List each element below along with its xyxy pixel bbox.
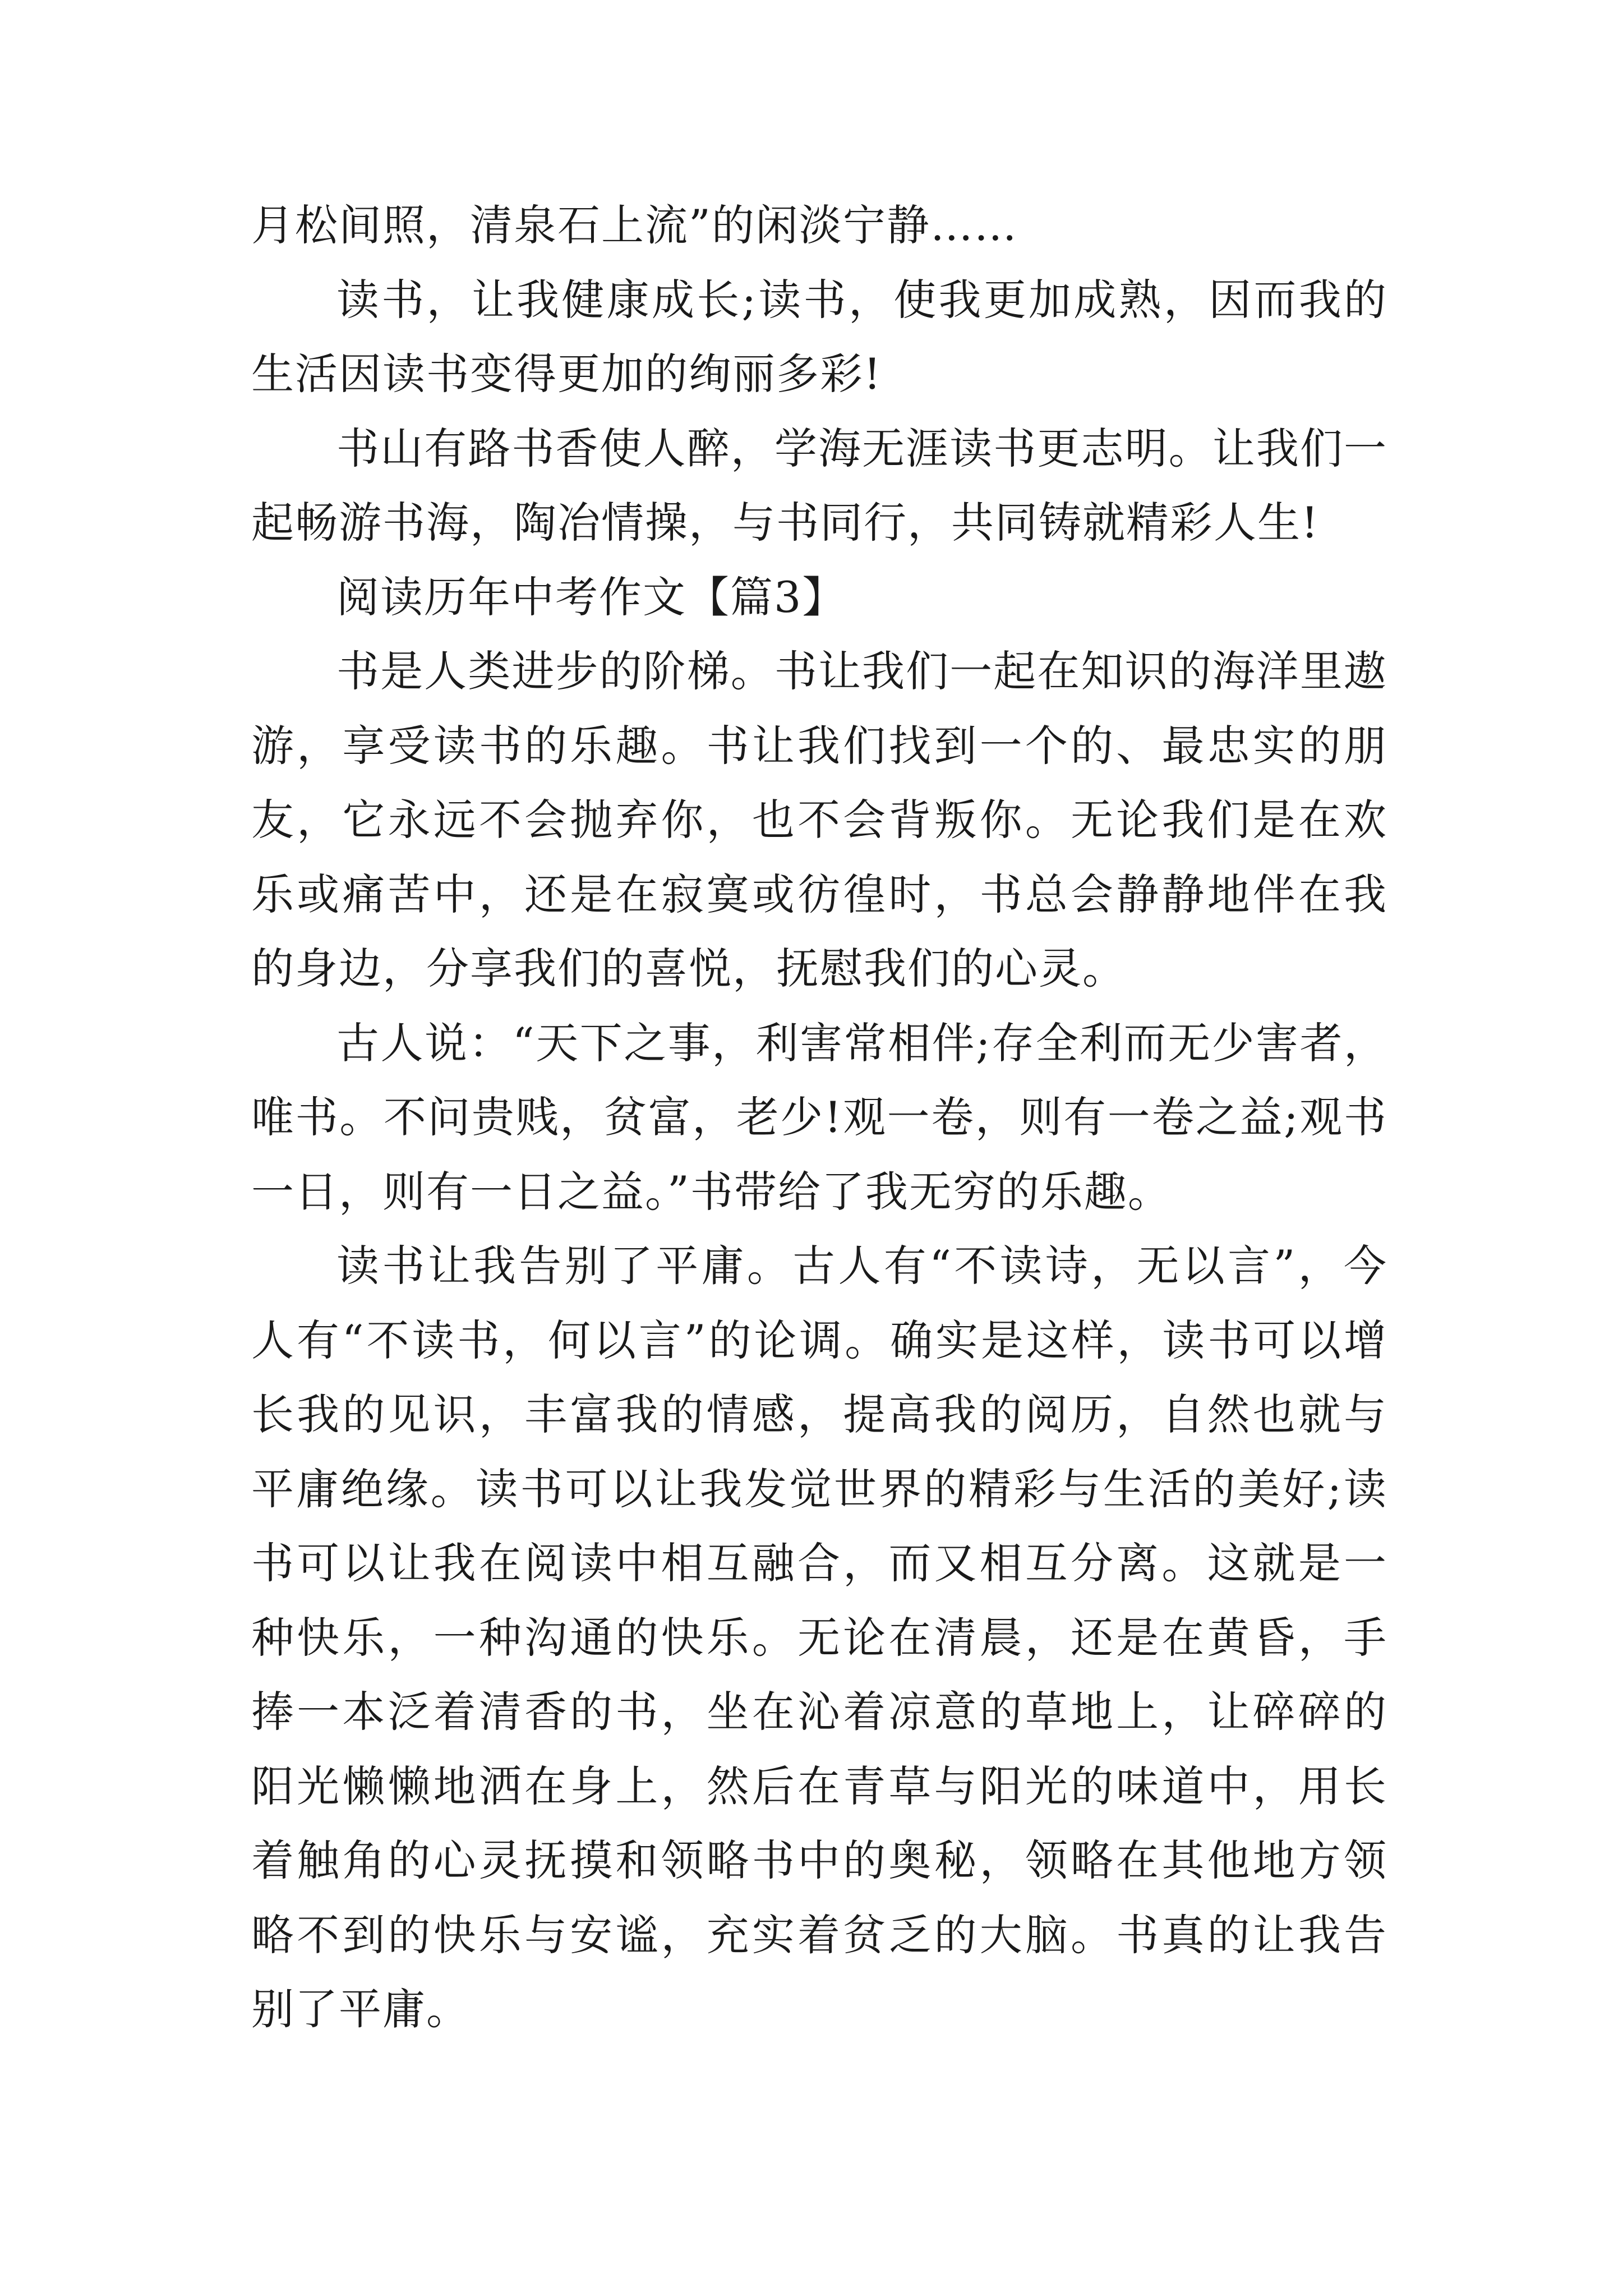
section-heading: 阅读历年中考作文【篇3】 xyxy=(336,572,846,622)
paragraph: 书山有路书香使人醉，学海无涯读书更志明。让我们一起畅游书海，陶冶情操，与书同行，共同铸就精彩人生! xyxy=(251,423,1387,547)
paragraph-continuation: 月松间照，清泉石上流”的闲淡宁静…… xyxy=(251,200,1018,250)
document-body xyxy=(251,188,1387,2047)
paragraph: 古人说：“天下之事，利害常相伴;存全利而无少害者，唯书。不问贵贱，贫富，老少!观一卷，则有一卷之益;观书一日，则有一日之益。”书带给了我无穷的乐趣。 xyxy=(251,1018,1387,1217)
paragraph: 读书，让我健康成长;读书，使我更加成熟，因而我的生活因读书变得更加的绚丽多彩! xyxy=(251,274,1387,399)
paragraph: 读书让我告别了平庸。古人有“不读诗，无以言”，今人有“不读书，何以言”的论调。确实是这样，读书可以增长我的见识，丰富我的情感，提高我的阅历，自然也就与平庸绝缘。读书可以让我发觉世界的精彩与生活的美好;读书可以让我在阅读中相互融合，而又相互分离。这就是一种快乐，一种沟通的快乐。无论在清晨，还是在黄昏，手捧一本泛着清香的书，坐在沁着凉意的草地上，让碎碎的阳光懒懒地洒在身上，然后在青草与阳光的味道中，用长着触角的心灵抚摸和领略书中的奥秘，领略在其他地方领略不到的快乐与安谧，充实着贫乏的大脑。书真的让我告别了平庸。 xyxy=(251,1241,1387,2034)
paragraph: 书是人类进步的阶梯。书让我们一起在知识的海洋里遨游，享受读书的乐趣。书让我们找到一个的、最忠实的朋友，它永远不会抛弃你，也不会背叛你。无论我们是在欢乐或痛苦中，还是在寂寞或彷徨时，书总会静静地伴在我的身边，分享我们的喜悦，抚慰我们的心灵。 xyxy=(251,646,1387,993)
